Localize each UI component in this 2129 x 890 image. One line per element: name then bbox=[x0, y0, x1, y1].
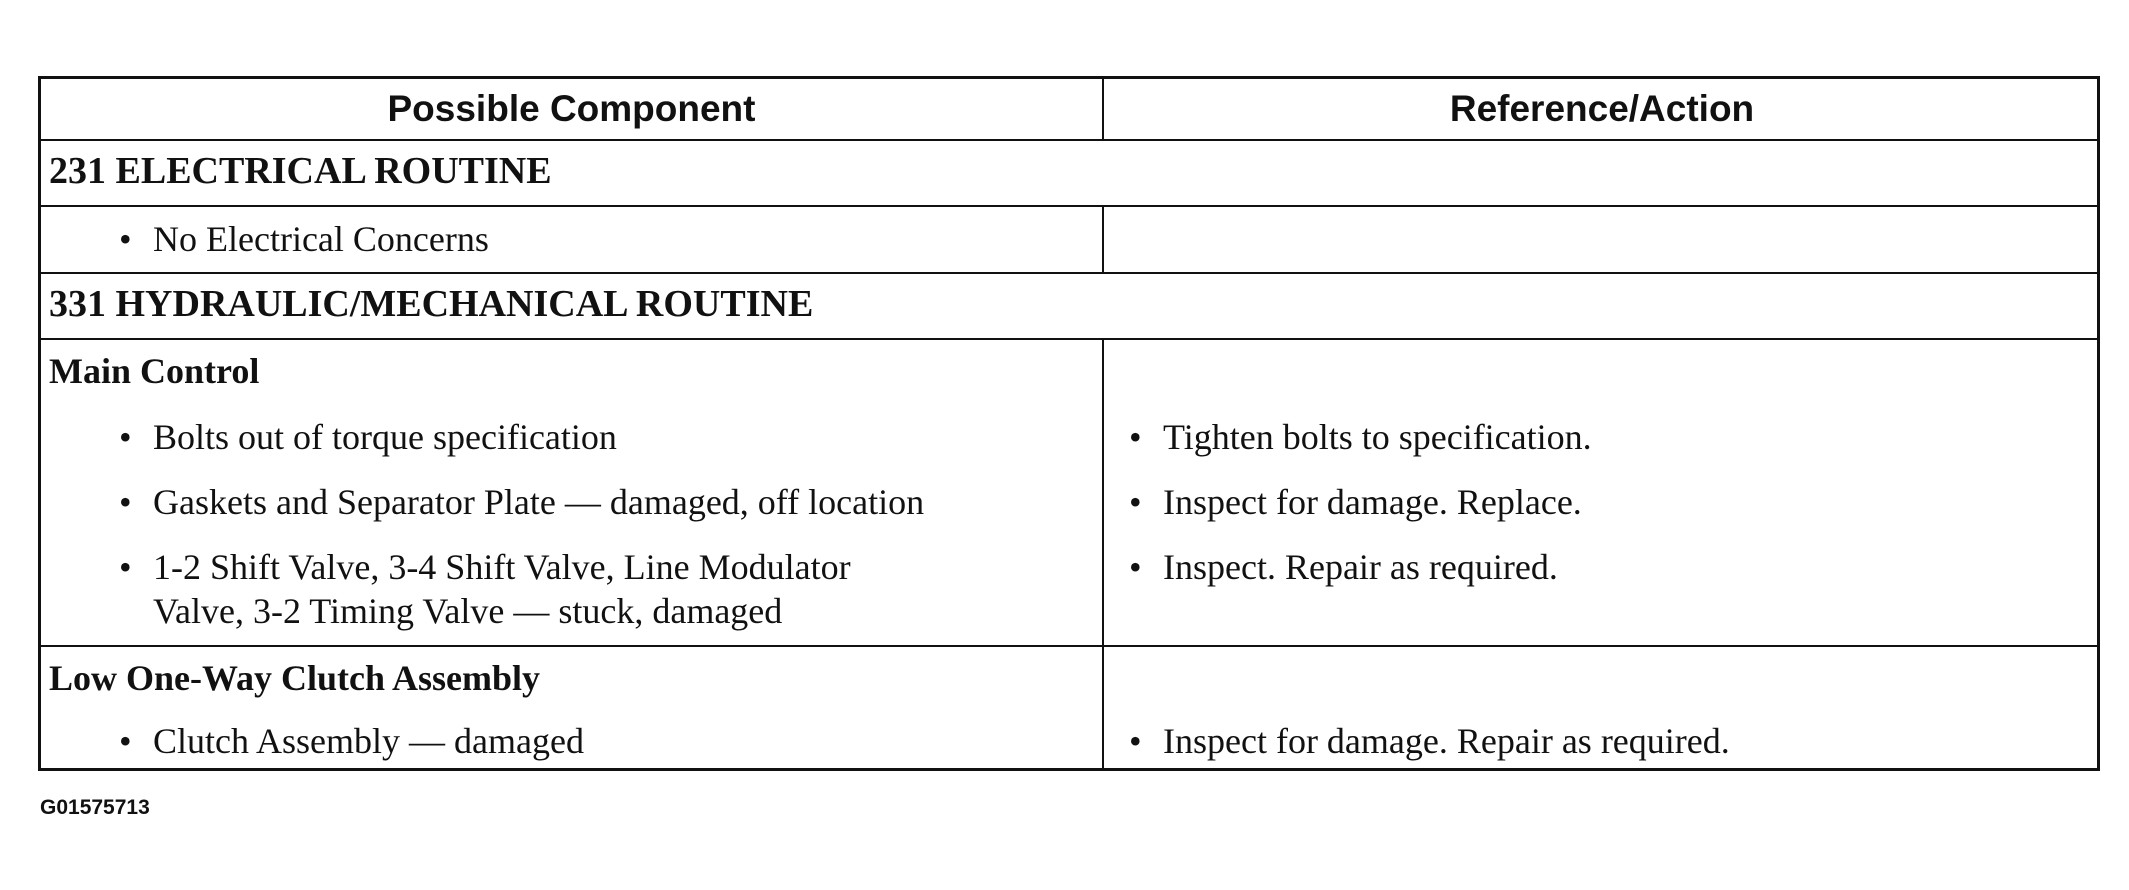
bullet: • bbox=[119, 721, 132, 761]
header-reference-action: Reference/Action bbox=[1449, 88, 1755, 129]
bullet: • bbox=[119, 219, 132, 259]
bullet: • bbox=[119, 417, 132, 457]
component-text: Gaskets and Separator Plate — damaged, off location bbox=[153, 482, 925, 522]
bullet: • bbox=[119, 547, 132, 587]
bullet: • bbox=[1129, 482, 1142, 522]
bullet: • bbox=[1129, 721, 1142, 761]
bullet: • bbox=[1129, 417, 1142, 457]
section-title-hydraulic: 331 HYDRAULIC/MECHANICAL ROUTINE bbox=[49, 283, 814, 325]
subsection-title-main-control: Main Control bbox=[49, 351, 260, 391]
figure-id: G01575713 bbox=[40, 796, 150, 819]
list-item bbox=[1129, 415, 1592, 459]
list-item bbox=[1129, 480, 1582, 524]
row-divider bbox=[41, 645, 2097, 647]
component-text: No Electrical Concerns bbox=[153, 219, 489, 259]
bullet: • bbox=[1129, 547, 1142, 587]
list-item bbox=[1129, 545, 1558, 589]
row-divider bbox=[41, 205, 2097, 207]
action-text: Inspect for damage. Repair as required. bbox=[1163, 721, 1730, 761]
list-item bbox=[119, 545, 851, 633]
column-divider bbox=[1102, 338, 1104, 771]
diagnostic-table bbox=[38, 76, 2100, 771]
action-text: Inspect for damage. Replace. bbox=[1163, 482, 1582, 522]
bullet: • bbox=[119, 482, 132, 522]
component-text: Bolts out of torque specification bbox=[153, 417, 617, 457]
list-item bbox=[119, 480, 924, 524]
list-item bbox=[119, 217, 489, 261]
column-divider bbox=[1102, 79, 1104, 139]
list-item bbox=[119, 415, 617, 459]
action-text: Inspect. Repair as required. bbox=[1163, 547, 1558, 587]
component-text: 1-2 Shift Valve, 3-4 Shift Valve, Line Modulator bbox=[153, 547, 851, 587]
component-text: Clutch Assembly — damaged bbox=[153, 721, 584, 761]
list-item bbox=[119, 719, 584, 763]
row-divider bbox=[41, 272, 2097, 274]
header-possible-component: Possible Component bbox=[387, 88, 756, 129]
section-title-electrical-text: 231 ELECTRICAL ROUTINE bbox=[49, 150, 552, 192]
row-divider bbox=[41, 139, 2097, 141]
action-text: Tighten bolts to specification. bbox=[1163, 417, 1592, 457]
component-text-continued: Valve, 3-2 Timing Valve — stuck, damaged bbox=[153, 591, 783, 631]
row-divider bbox=[41, 338, 2097, 340]
column-divider bbox=[1102, 205, 1104, 272]
subsection-title-low-clutch: Low One-Way Clutch Assembly bbox=[49, 658, 541, 698]
list-item bbox=[1129, 719, 1730, 763]
